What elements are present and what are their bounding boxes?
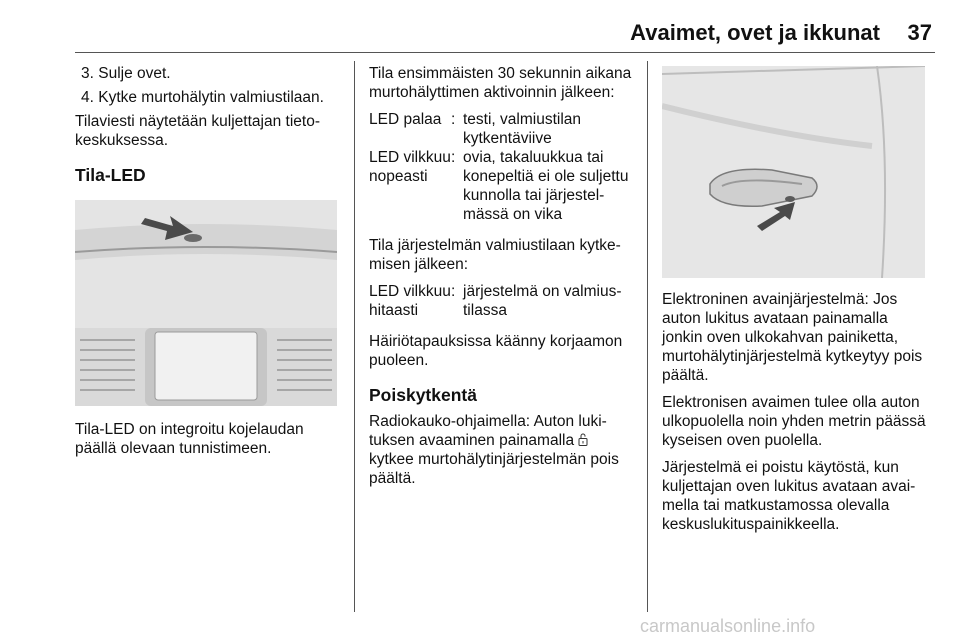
step-item: 3. Sulje ovet. <box>81 65 171 82</box>
section-heading-deactivation: Poiskytkentä <box>369 385 477 405</box>
section-heading-status-led: Tila-LED <box>75 165 146 185</box>
led-state: LED vilkkuu hitaasti <box>369 283 451 319</box>
column-divider <box>354 61 355 612</box>
separator: : <box>451 111 456 128</box>
body-text <box>369 412 637 488</box>
door-handle-figure <box>662 66 925 278</box>
intro-text: Tila ensimmäisten 30 sekunnin aikana murtohälyttimen aktivoinnin jälkeen: <box>369 65 632 101</box>
separator: : <box>451 283 456 300</box>
body-text: Elektronisen avaimen tulee olla auton ulkopuolella noin yhden metrin päässä kyseisen oven puolella. <box>662 394 926 449</box>
body-text-start: Radiokauko-ohjaimella: Auton lukituksen avaaminen painamalla <box>369 413 607 449</box>
page-header-title: Avaimet, ovet ja ikkunat <box>630 20 880 45</box>
led-meaning: ovia, takaluukkua tai konepeltiä ei ole suljettu kunnolla tai järjestelmässä on vika <box>463 149 629 223</box>
page-number: 37 <box>907 20 932 45</box>
header-divider <box>75 52 935 53</box>
intro-text: Tila järjestelmän valmiustilaan kytkemisen jälkeen: <box>369 237 621 273</box>
body-text-end: kytkee murtohälytinjärjestelmän pois päältä. <box>369 451 619 487</box>
figure-caption: Tila-LED on integroitu kojelaudan päällä olevaan tunnistimeen. <box>75 421 304 457</box>
separator: : <box>451 149 456 166</box>
fault-note: Häiriötapauksissa käänny korjaamon puoleen. <box>369 333 623 369</box>
table-row <box>369 282 637 320</box>
led-status-table <box>369 110 637 224</box>
step-item: 4. Kytke murtohälytin valmiustilaan. <box>81 89 324 106</box>
column-right <box>662 290 930 542</box>
body-text: Järjestelmä ei poistu käytöstä, kun kuljettajan oven lukitus avataan avaimella tai matkustamossa olevalla keskuslukituspainikkeella. <box>662 459 916 533</box>
table-row <box>369 148 637 224</box>
column-left <box>75 64 343 466</box>
intro-text: Tilaviesti näytetään kuljettajan tietokeskuksessa. <box>75 113 320 149</box>
led-state: LED vilkkuu nopeasti <box>369 149 451 185</box>
body-text: Elektroninen avainjärjestelmä: Jos auton lukitus avataan painamalla jonkin oven ulkokahvan painiketta, murtohälytinjärjestelmä kytkeytyy pois päältä. <box>662 291 923 384</box>
led-meaning: testi, valmiustilan kytkentäviive <box>463 111 582 147</box>
watermark: carmanualsonline.info <box>640 616 816 636</box>
table-row <box>369 110 637 148</box>
unlock-icon <box>578 432 588 445</box>
column-middle <box>369 64 637 496</box>
column-divider <box>647 61 648 612</box>
led-meaning: järjestelmä on valmiustilassa <box>463 283 622 319</box>
led-status-table <box>369 282 637 320</box>
dashboard-sensor-figure <box>75 200 337 406</box>
led-state: LED palaa <box>369 111 442 128</box>
